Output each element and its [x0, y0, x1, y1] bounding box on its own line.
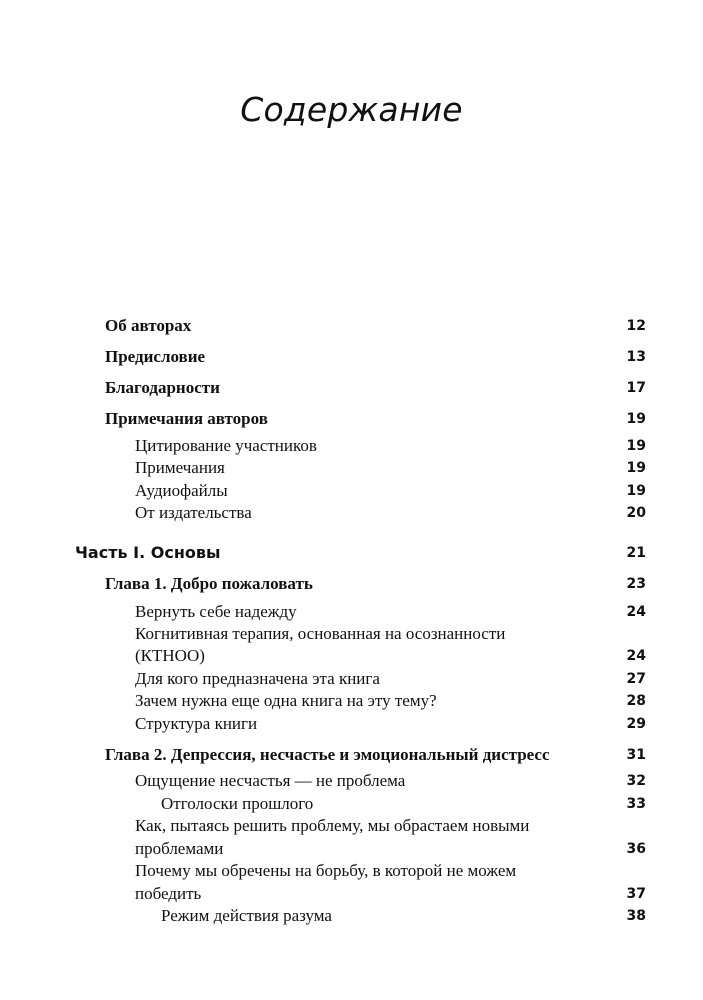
toc-entry-label: Примечания авторов — [105, 409, 268, 428]
toc-entry-page: 21 — [626, 545, 646, 561]
toc-entry-from-publisher — [0, 502, 703, 524]
toc-entry-page: 36 — [626, 841, 646, 857]
toc-entry-label: Глава 2. Депрессия, несчастье и эмоциональный дистресс — [105, 745, 550, 764]
toc-entry-page: 37 — [626, 886, 646, 902]
toc-entry-label: (КТНОО) — [135, 646, 205, 665]
toc-entry-page: 23 — [626, 576, 646, 592]
toc-entry-notes — [0, 457, 703, 479]
toc-entry-solving-problems-line-2 — [0, 838, 703, 860]
toc-entry-label: Цитирование участников — [135, 436, 317, 455]
toc-entry-why-another-book — [0, 690, 703, 712]
toc-entry-chapter-1 — [0, 573, 703, 595]
toc-entry-page: 12 — [626, 318, 646, 334]
toc-entry-doomed-to-struggle-line-2 — [0, 883, 703, 905]
toc-entry-label: Благодарности — [105, 378, 220, 397]
toc-entry-label: Отголоски прошлого — [161, 794, 314, 813]
toc-entry-page: 24 — [626, 648, 646, 664]
toc-entry-regain-hope — [0, 601, 703, 623]
toc-entry-doomed-to-struggle-line-1 — [0, 860, 703, 882]
toc-entry-page: 27 — [626, 671, 646, 687]
toc-entry-page: 20 — [626, 505, 646, 521]
toc-entry-label: Почему мы обречены на борьбу, в которой не можем — [135, 861, 517, 880]
toc-entry-label: Глава 1. Добро пожаловать — [105, 574, 313, 593]
toc-entry-page: 19 — [626, 411, 646, 427]
toc-entry-page: 19 — [626, 483, 646, 499]
toc-entry-label: Вернуть себе надежду — [135, 602, 297, 621]
toc-entry-label: Зачем нужна еще одна книга на эту тему? — [135, 691, 437, 710]
toc-entry-label: От издательства — [135, 503, 252, 522]
toc-entry-label: Как, пытаясь решить проблему, мы обрастаем новыми — [135, 816, 530, 835]
toc-entry-book-structure — [0, 713, 703, 735]
toc-entry-label: Для кого предназначена эта книга — [135, 669, 380, 688]
toc-entry-page: 19 — [626, 438, 646, 454]
toc-entry-page: 28 — [626, 693, 646, 709]
toc-entry-solving-problems-line-1 — [0, 815, 703, 837]
toc-entry-who-is-this-book-for — [0, 668, 703, 690]
toc-entry-authors-notes — [0, 408, 703, 430]
toc-entry-label: Часть I. Основы — [75, 543, 221, 562]
toc-entry-label: Ощущение несчастья — не проблема — [135, 771, 406, 790]
toc-entry-mbct-line-1 — [0, 623, 703, 645]
toc-entry-label: победить — [135, 884, 202, 903]
toc-entry-page: 13 — [626, 349, 646, 365]
toc-entry-page: 33 — [626, 796, 646, 812]
toc-entry-part-1 — [0, 542, 703, 564]
toc-entry-about-authors — [0, 315, 703, 337]
toc-entry-label: Режим действия разума — [161, 906, 332, 925]
toc-entry-acknowledgements — [0, 377, 703, 399]
toc-entry-label: Когнитивная терапия, основанная на осознанности — [135, 624, 506, 643]
toc-entry-citing-participants — [0, 435, 703, 457]
toc-entry-label: Об авторах — [105, 316, 192, 335]
toc-entry-doing-mode — [0, 905, 703, 927]
toc-entry-chapter-2 — [0, 744, 703, 766]
toc-entry-preface — [0, 346, 703, 368]
toc-entry-label: Примечания — [135, 458, 225, 477]
toc-entry-audio-files — [0, 480, 703, 502]
page-title: Содержание — [240, 90, 463, 129]
toc-entry-label: Аудиофайлы — [135, 481, 228, 500]
toc-entry-label: Предисловие — [105, 347, 206, 366]
toc-entry-label: Структура книги — [135, 714, 258, 733]
toc-entry-echoes-of-past — [0, 793, 703, 815]
toc-entry-label: проблемами — [135, 839, 224, 858]
toc-entry-mbct-line-2 — [0, 645, 703, 667]
toc-entry-unhappiness-not-problem — [0, 770, 703, 792]
toc-entry-page: 31 — [626, 747, 646, 763]
toc-entry-page: 32 — [626, 773, 646, 789]
toc-entry-page: 24 — [626, 604, 646, 620]
toc-entry-page: 19 — [626, 460, 646, 476]
toc-entry-page: 38 — [626, 908, 646, 924]
toc-entry-page: 29 — [626, 716, 646, 732]
toc-entry-page: 17 — [626, 380, 646, 396]
